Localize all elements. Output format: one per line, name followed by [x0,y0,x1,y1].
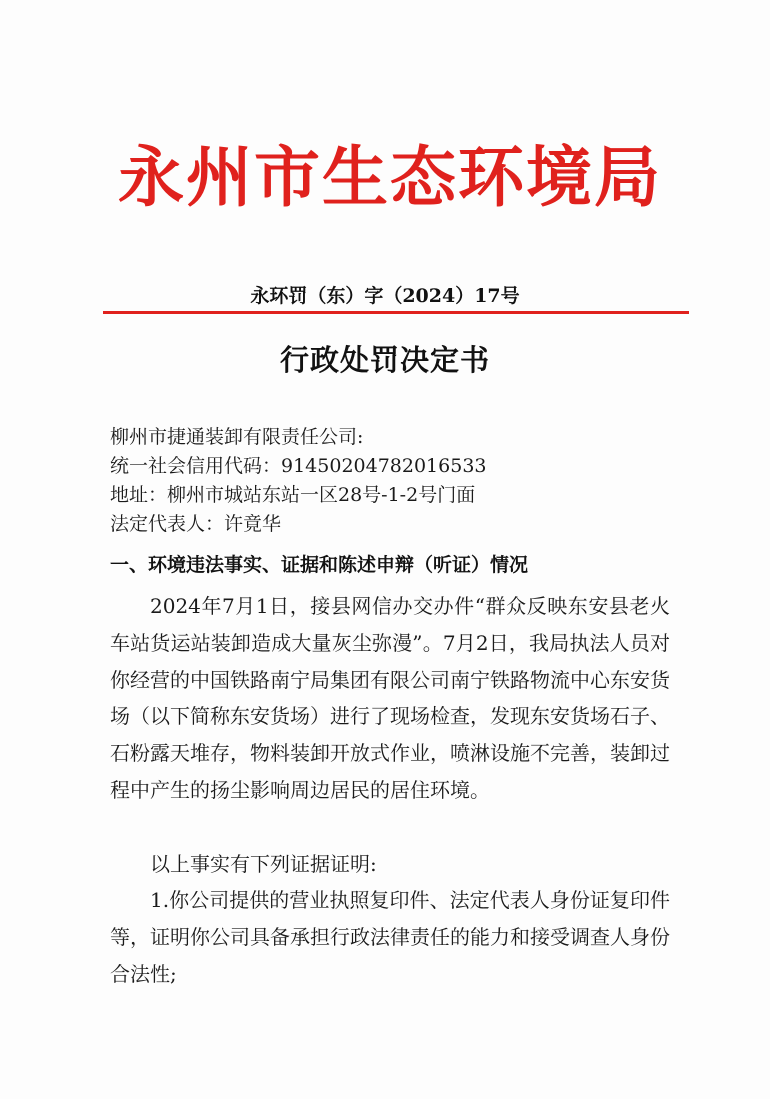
facts-paragraph: 2024年7月1日，接县网信办交办件“群众反映东安县老火车站货运站装卸造成大量灰尘弥漫”。7月2日，我局执法人员对你经营的中国铁路南宁局集团有限公司南宁铁路物流中心东安货场（以下简称东安货场）进行了现场检查，发现东安货场石子、石粉露天堆存，物料装卸开放式作业，喷淋设施不完善，装卸过程中产生的扬尘影响周边居民的居住环境。 [110,594,670,802]
evidence-intro: 以上事实有下列证据证明: [150,852,377,876]
party-name: 柳州市捷通装卸有限责任公司: [110,426,364,448]
party-address: 地址：柳州市城站东站一区28号-1-2号门面 [110,484,476,506]
document-title: 行政处罚决定书 [279,343,490,377]
evidence-item-1: 1.你公司提供的营业执照复印件、法定代表人身份证复印件等，证明你公司具备承担行政法律责任的能力和接受调查人身份合法性; [110,888,670,986]
red-divider-line [103,311,689,314]
party-credit-code: 统一社会信用代码：91450204782016533 [110,455,487,477]
party-info [110,423,710,539]
section-heading: 一、环境违法事实、证据和陈述申辩（听证）情况 [110,554,529,576]
party-legal-representative: 法定代表人：许竟华 [110,513,282,535]
document-number: 永环罚（东）字（2024）17号 [250,285,520,307]
agency-header: 永州市生态环境局 [118,139,662,216]
